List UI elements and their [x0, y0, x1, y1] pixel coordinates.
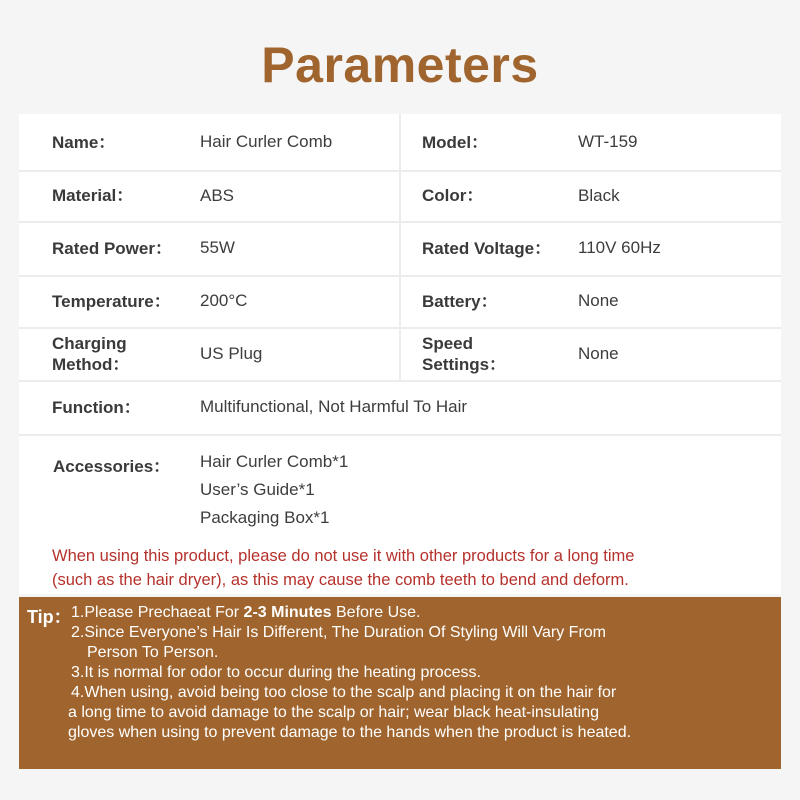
battery-value: None: [578, 291, 619, 310]
warning-line: When using this product, please do not use it with other products for a long time: [52, 547, 635, 565]
tip-list: [68, 603, 771, 743]
temperature-value: 200°C: [200, 291, 248, 310]
warning-line: (such as the hair dryer), as this may cause the comb teeth to bend and deform.: [52, 571, 629, 589]
battery-label: Battery：: [422, 291, 498, 311]
speed-settings-value: None: [578, 343, 619, 363]
accessories-label: Accessories：: [53, 457, 171, 476]
material-label: Material：: [52, 186, 134, 205]
tip-item-4: 4.When using, avoid being too close to the scalp and placing it on the hair for: [71, 684, 617, 701]
charging-method-value: US Plug: [200, 343, 263, 363]
color-value: Black: [578, 185, 620, 205]
column-divider: [399, 114, 401, 380]
tip-box: [19, 597, 781, 769]
tip-label-text: Tip: [27, 607, 54, 627]
speed-settings-label-line1: Speed: [422, 333, 474, 353]
tip-item-2: 2.Since Everyone’s Hair Is Different, The Duration Of Styling Will Vary From: [71, 624, 607, 641]
temperature-label: Temperature：: [52, 291, 171, 311]
material-value: ABS: [200, 185, 235, 205]
warning-text: [52, 544, 772, 592]
parameters-table: [19, 114, 781, 594]
tip-item-3: 3.It is normal for odor to occur during the heating process.: [71, 664, 481, 681]
charging-method-label: [52, 327, 129, 380]
tip-item-4-cont: a long time to avoid damage to the scalp or hair; wear black heat-insulating: [68, 704, 599, 721]
accessories-list: [200, 448, 348, 532]
list-item: User’s Guide*1: [200, 480, 315, 499]
speed-settings-label-line2: Settings：: [422, 354, 507, 374]
rated-voltage-label: Rated Voltage：: [422, 238, 552, 258]
page-title: Parameters: [261, 37, 539, 93]
tip-colon: ：: [53, 607, 72, 627]
rated-power-label: Rated Power：: [52, 238, 172, 258]
tip-item-2-cont: Person To Person.: [87, 644, 219, 661]
color-label: Color：: [422, 186, 484, 205]
tip-emphasis: 2-3 Minutes: [243, 604, 332, 621]
tip-text: 1.Please Prechaeat For: [71, 604, 244, 621]
list-item: Hair Curler Comb*1: [200, 452, 349, 471]
table-row: [19, 380, 781, 436]
tip-item-1: [71, 603, 771, 623]
rated-voltage-value: 110V 60Hz: [578, 238, 661, 257]
rated-power-value: 55W: [200, 238, 235, 257]
function-value: Multifunctional, Not Harmful To Hair: [200, 397, 468, 416]
model-value: WT-159: [578, 132, 638, 151]
name-value: Hair Curler Comb: [200, 132, 333, 151]
tip-item-4-cont: gloves when using to prevent damage to the hands when the product is heated.: [68, 724, 632, 741]
model-label: Model：: [422, 132, 489, 152]
charging-method-label-line2: Method：: [52, 354, 130, 374]
speed-settings-label: [422, 327, 506, 380]
function-label: Function：: [52, 397, 141, 417]
charging-method-label-line1: Charging: [52, 333, 127, 353]
tip-text: Before Use.: [331, 604, 421, 621]
name-label: Name：: [52, 132, 116, 152]
tip-label: [27, 603, 72, 629]
list-item: Packaging Box*1: [200, 508, 330, 527]
